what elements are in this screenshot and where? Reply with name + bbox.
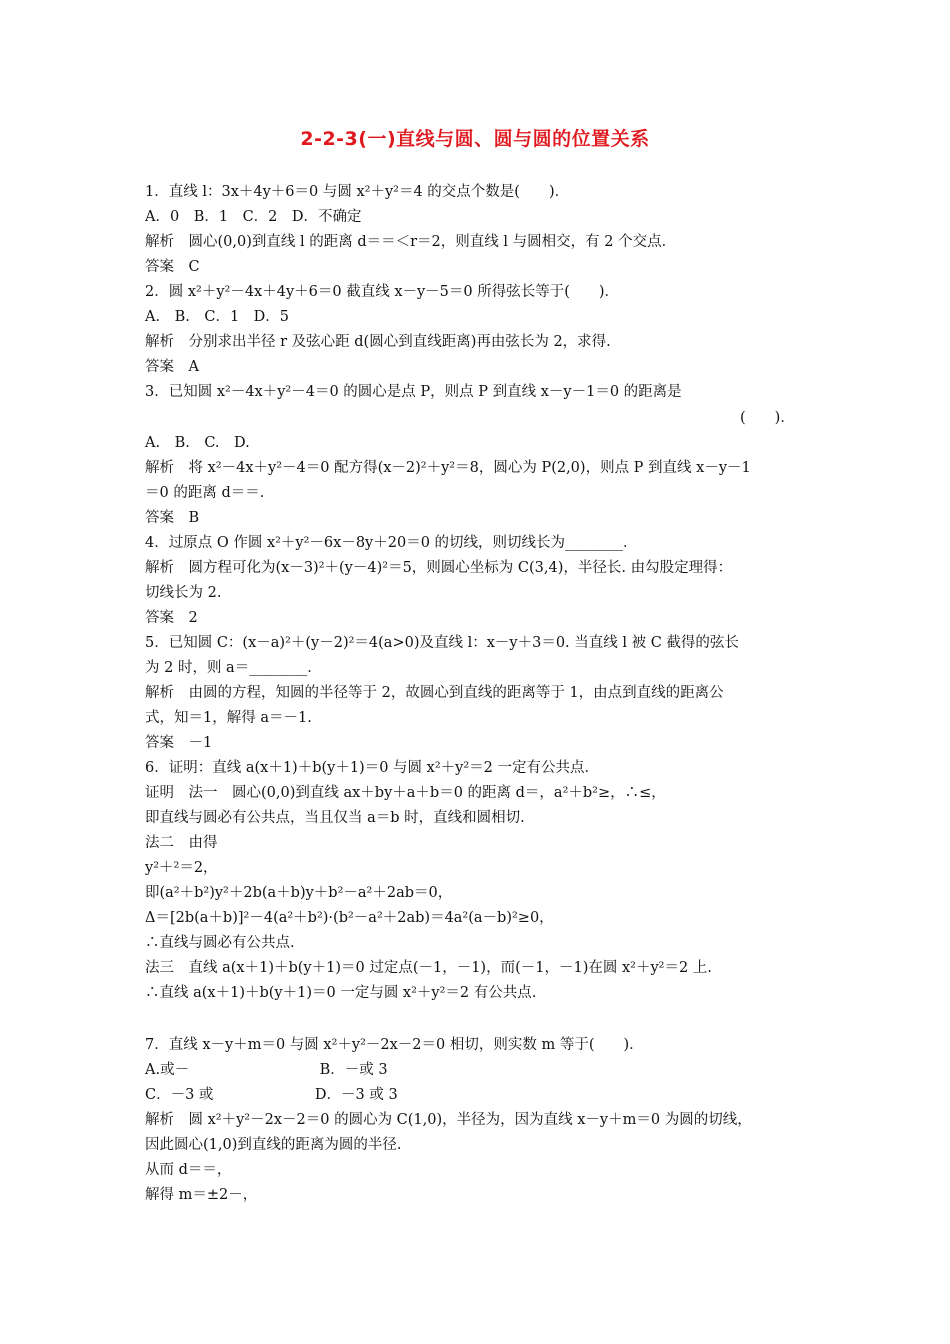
q6-method2-eq1: y²＋²＝2， — [145, 860, 218, 876]
q4-answer: 答案 2 — [145, 610, 198, 626]
q7-stem: 7．直线 x－y＋m＝0 与圆 x²＋y²－2x－2＝0 相切，则实数 m 等于( )． — [145, 1037, 644, 1053]
q6-method2: 法二 由得 — [145, 835, 218, 851]
q3-options: A. B. C. D. — [145, 435, 250, 451]
q7-analysis-3: 从而 d＝＝， — [145, 1162, 232, 1178]
q6-method3: 法三 直线 a(x＋1)＋b(y＋1)＝0 过定点(－1，－1)，而(－1，－1)在圆 x²＋y²＝2 上. — [145, 960, 712, 976]
q6-method2-eq2: 即(a²＋b²)y²＋2b(a＋b)y＋b²－a²＋2ab＝0， — [145, 885, 453, 901]
q6-method2-conclusion: ∴直线与圆必有公共点. — [145, 935, 295, 951]
q1-analysis: 解析 圆心(0,0)到直线 l 的距离 d＝＝＜r＝2，则直线 l 与圆相交，有 2 个交点． — [145, 234, 677, 250]
q2-analysis: 解析 分别求出半径 r 及弦心距 d(圆心到直线距离)再由弦长为 2，求得. — [145, 334, 611, 350]
q7-options-cd: C．－3 或 D．－3 或 3 — [145, 1087, 398, 1103]
q5-analysis-1: 解析 由圆的方程，知圆的半径等于 2，故圆心到直线的距离等于 1，由点到直线的距离公 — [145, 685, 724, 701]
q6-method3-conclusion: ∴直线 a(x＋1)＋b(y＋1)＝0 一定与圆 x²＋y²＝2 有公共点. — [145, 985, 537, 1001]
q3-analysis-1: 解析 将 x²－4x＋y²－4＝0 配方得(x－2)²＋y²＝8，圆心为 P(2,0)，则点 P 到直线 x－y－1 — [145, 460, 751, 476]
q7-analysis-4: 解得 m＝±2－， — [145, 1187, 258, 1203]
q6-proof-1: 证明 法一 圆心(0,0)到直线 ax＋by＋a＋b＝0 的距离 d＝，a²＋b²≥，∴≤， — [145, 785, 666, 801]
q5-answer: 答案 －1 — [145, 735, 213, 751]
q3-stem: 3．已知圆 x²－4x＋y²－4＝0 的圆心是点 P，则点 P 到直线 x－y－1＝0 的距离是 — [145, 384, 682, 400]
q1-answer: 答案 C — [145, 259, 200, 275]
q6-proof-2: 即直线与圆必有公共点，当且仅当 a＝b 时，直线和圆相切. — [145, 810, 525, 826]
q4-analysis-2: 切线长为 2. — [145, 585, 222, 601]
q5-stem-1: 5．已知圆 C：(x－a)²＋(y－2)²＝4(a>0)及直线 l：x－y＋3＝0. 当直线 l 被 C 截得的弦长 — [145, 635, 739, 651]
page-title: 2-2-3(一)直线与圆、圆与圆的位置关系 — [300, 128, 650, 150]
q1-stem: 1．直线 l：3x＋4y＋6＝0 与圆 x²＋y²＝4 的交点个数是( )． — [145, 184, 570, 200]
q2-stem: 2．圆 x²＋y²－4x＋4y＋6＝0 截直线 x－y－5＝0 所得弦长等于( )． — [145, 284, 620, 300]
q2-options: A. B. C．1 D．5 — [145, 309, 290, 325]
q3-answer: 答案 B — [145, 510, 200, 526]
q2-answer: 答案 A — [145, 359, 199, 375]
q3-paren: ( )． — [740, 410, 795, 426]
q5-analysis-2: 式，知＝1，解得 a＝－1. — [145, 710, 312, 726]
q1-options: A．0 B．1 C．2 D．不确定 — [145, 209, 362, 225]
q4-stem: 4．过原点 O 作圆 x²＋y²－6x－8y＋20＝0 的切线，则切线长为________． — [145, 535, 638, 551]
q7-analysis-1: 解析 圆 x²＋y²－2x－2＝0 的圆心为 C(1,0)，半径为，因为直线 x－y＋m＝0 为圆的切线， — [145, 1112, 752, 1128]
q6-method2-eq3: Δ＝[2b(a＋b)]²－4(a²＋b²)·(b²－a²＋2ab)＝4a²(a－b)²≥0， — [145, 910, 554, 926]
q6-stem: 6．证明：直线 a(x＋1)＋b(y＋1)＝0 与圆 x²＋y²＝2 一定有公共点． — [145, 760, 599, 776]
q7-analysis-2: 因此圆心(1,0)到直线的距离为圆的半径. — [145, 1137, 402, 1153]
q5-stem-2: 为 2 时，则 a＝________． — [145, 660, 322, 676]
q3-analysis-2: ＝0 的距离 d＝＝. — [145, 485, 265, 501]
q4-analysis-1: 解析 圆方程可化为(x－3)²＋(y－4)²＝5，则圆心坐标为 C(3,4)，半径长. 由勾股定理得： — [145, 560, 733, 576]
q7-options-ab: A.或－ B．－或 3 — [145, 1062, 388, 1078]
